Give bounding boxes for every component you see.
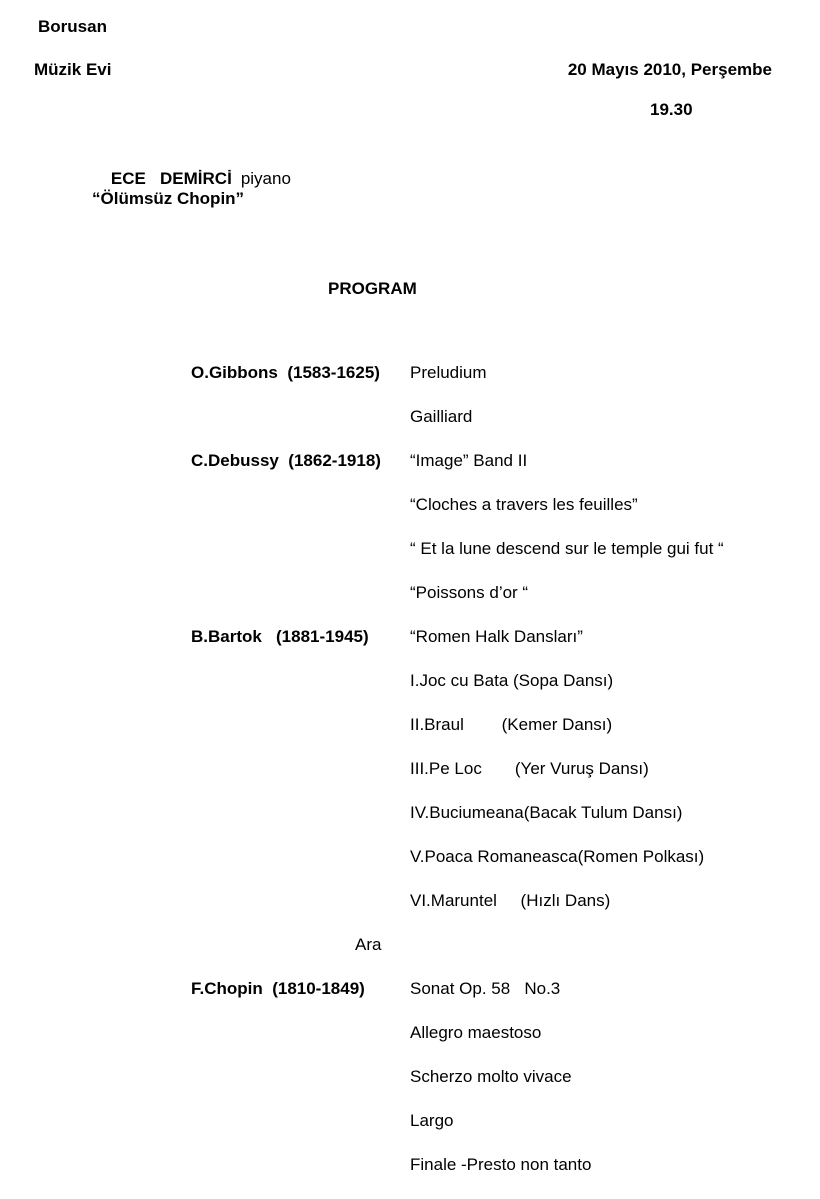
piece-title: Gailliard — [410, 407, 473, 426]
piece-title: “Romen Halk Dansları” — [410, 627, 583, 646]
program-row — [0, 802, 820, 824]
composer-name: B.Bartok (1881-1945) — [191, 627, 369, 646]
event-date: 20 Mayıs 2010, Perşembe — [567, 60, 772, 79]
program-row — [0, 538, 820, 560]
piece-title: VI.Maruntel (Hızlı Dans) — [410, 891, 611, 910]
program-row — [0, 362, 820, 384]
piece-title: Largo — [410, 1111, 454, 1130]
piece-title: I.Joc cu Bata (Sopa Dansı) — [410, 671, 614, 690]
piece-title: Sonat Op. 58 No.3 — [410, 979, 561, 998]
program-row — [0, 406, 820, 428]
artist-role: piyano — [240, 169, 291, 188]
piece-title: II.Braul (Kemer Dansı) — [410, 715, 613, 734]
piece-title: “ Et la lune descend sur le temple gui fut “ — [410, 539, 724, 558]
piece-title: Allegro maestoso — [410, 1023, 542, 1042]
composer-name: F.Chopin (1810-1849) — [191, 979, 365, 998]
program-heading: PROGRAM — [328, 279, 417, 298]
program-row — [0, 1154, 820, 1176]
piece-title: III.Pe Loc (Yer Vuruş Dansı) — [410, 759, 649, 778]
program-row — [0, 846, 820, 868]
program-row — [0, 670, 820, 692]
program-row — [0, 890, 820, 912]
concert-title: “Ölümsüz Chopin” — [92, 189, 245, 208]
intermission-label: Ara — [355, 935, 382, 954]
program-row — [0, 450, 820, 472]
composer-name: C.Debussy (1862-1918) — [191, 451, 381, 470]
org-name-line1: Borusan — [38, 17, 107, 36]
program-row — [0, 582, 820, 604]
program-row — [0, 978, 820, 1000]
piece-title: “Poissons d’or “ — [410, 583, 529, 602]
program-row — [0, 1110, 820, 1132]
piece-title: “Cloches a travers les feuilles” — [410, 495, 638, 514]
piece-title: “Image” Band II — [410, 451, 528, 470]
program-row — [0, 494, 820, 516]
piece-title: IV.Buciumeana(Bacak Tulum Dansı) — [410, 803, 683, 822]
program-row — [0, 758, 820, 780]
piece-title: Preludium — [410, 363, 487, 382]
composer-name: O.Gibbons (1583-1625) — [191, 363, 380, 382]
piece-title: V.Poaca Romaneasca(Romen Polkası) — [410, 847, 705, 866]
org-name-line2: Müzik Evi — [34, 60, 112, 79]
piece-title: Scherzo molto vivace — [410, 1067, 572, 1086]
event-time: 19.30 — [650, 100, 693, 119]
program-row — [0, 1066, 820, 1088]
artist-name: ECE DEMİRCİ — [110, 169, 232, 188]
program-row — [0, 714, 820, 736]
program-row — [0, 626, 820, 648]
program-row — [0, 1022, 820, 1044]
piece-title: Finale -Presto non tanto — [410, 1155, 592, 1174]
